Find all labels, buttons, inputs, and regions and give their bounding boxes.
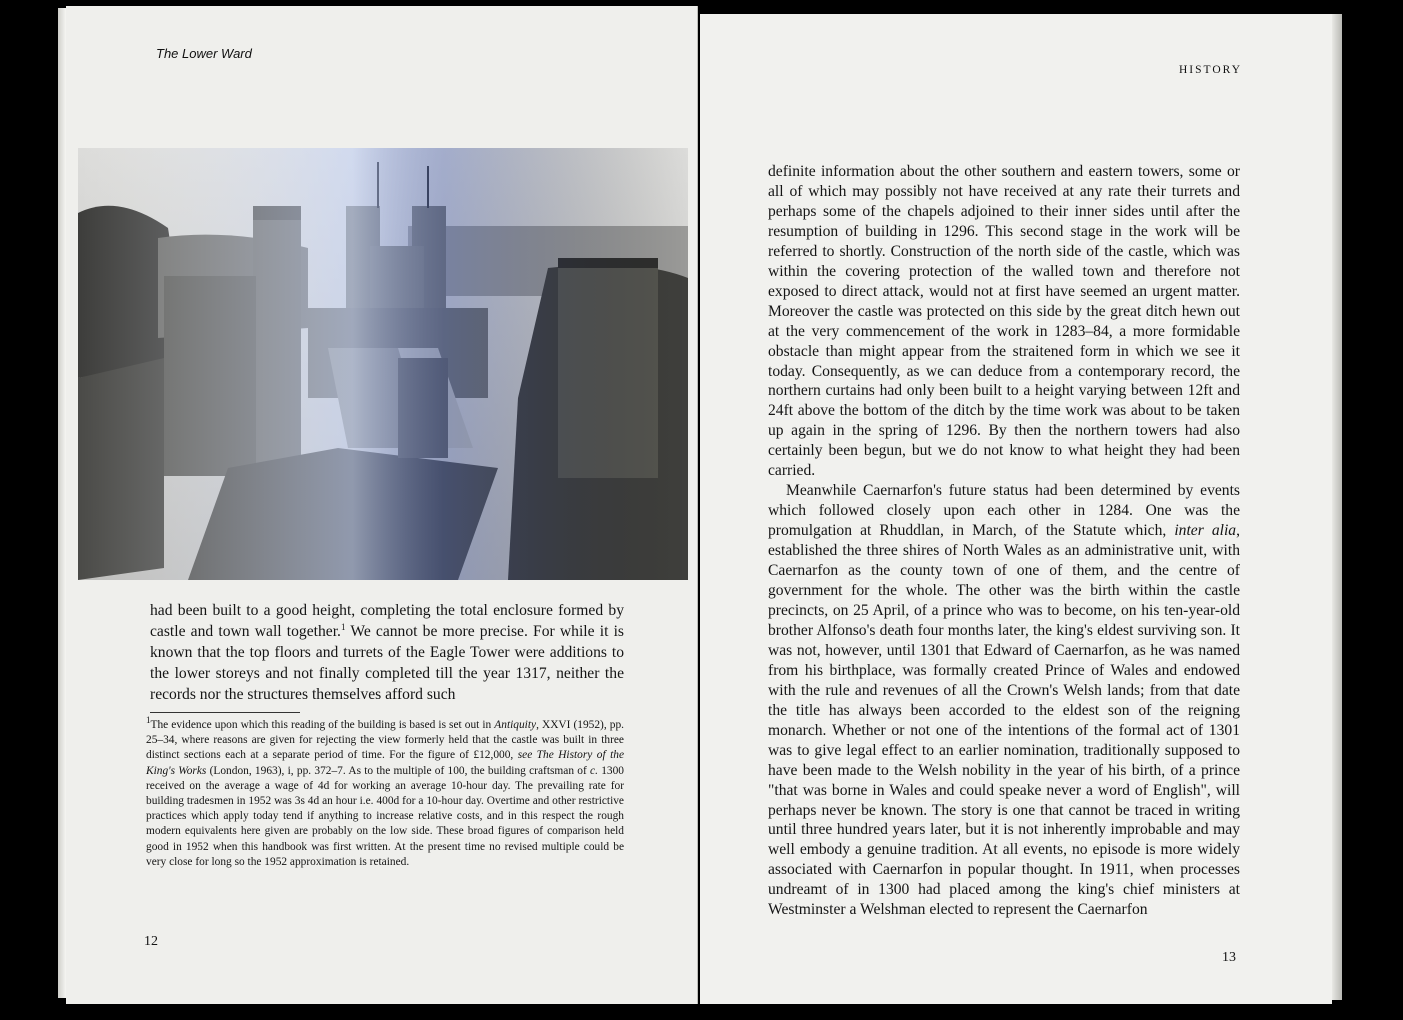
footnote-italic-1: Antiquity — [494, 719, 537, 731]
left-page — [66, 6, 698, 1004]
footnote-text-1: The evidence upon which this reading of the building is based is set out in — [150, 719, 495, 731]
right-paragraph-2-italic: inter alia — [1174, 522, 1237, 540]
right-page — [700, 14, 1332, 1004]
right-paragraph-2-end: , established the three shires of North Wales as an administrative unit, with Caernarfon as the county town of one of them, and the centre of government for the whole. The other was the birth within the castle precincts, on 25 April, of a prince who was to become, on his ten-year-old brother Alfonso's death four months later, the king's eldest surviving son. It was not, however, until 1301 that Edward of Caernarfon, as he was named from his birthplace, was formally created Prince of Wales and endowed with the rule and revenues of all the Crown's Welsh lands; from that date the title has always been accorded to the eldest son of the reigning monarch. Whether or not one of the intentions of the formal act of 1301 was to give legal effect to an earlier nomination, traditionally supposed to have been made to the Welsh nobility in the year of his birth, of a prince "that was borne in Wales and could speake never a word of English", will perhaps never be known. The story is one that cannot be traced in writing until three hundred years later, but it is not inherently improbable and may well embody a genuine tradition. At all events, no episode is more widely associated with Caernarfon in popular thought. In 1911, when processes undreamt of in 1300 had placed among the king's chief ministers at Westminster a Welshman elected to represent the Caernarfon — [768, 522, 1241, 919]
footnote-italic-3: c. — [590, 764, 598, 777]
castle-photo — [78, 148, 688, 580]
footnote — [146, 715, 625, 870]
right-paragraph-2 — [768, 481, 1240, 920]
footnote-text-3: (London, 1963), i, pp. 372–7. As to the multiple of 100, the building craftsman of — [206, 764, 591, 777]
page-number-left: 12 — [144, 934, 158, 949]
left-body-text — [150, 600, 624, 705]
footnote-text-4: 1300 received on the average a wage of 4d for working an average 10-hour day. The prevailing rate for building tradesmen in 1952 was 3s 4d an hour i.e. 400d for a 10-hour day. Overtime and other restrictive practices which apply today tend if anything to increase relative costs, and in this respect the rough modern equivalents here given are probably on the low side. These broad figures of comparison held good in 1952 when this handbook was first written. At the present time no revised multiple could be very close for long so the 1952 approximation is retained. — [146, 764, 624, 868]
left-body-before-note: had been built to a good height, completing the total enclosure formed by castle and town wall together. — [150, 602, 624, 640]
left-body-after-note: We cannot be more precise. For while it is known that the top floors and turrets of the Eagle Tower were additions to the lower storeys and not finally completed till the year 1317, neither the records nor the structures themselves afford such — [150, 623, 624, 703]
running-head-right: HISTORY — [1179, 64, 1242, 76]
right-body-text — [768, 162, 1240, 920]
right-page-edge — [1332, 14, 1342, 1000]
footnote-reference[interactable]: 1 — [340, 621, 346, 632]
footnote-marker: 1 — [146, 715, 151, 726]
page-number-right: 13 — [1222, 950, 1236, 965]
right-paragraph-2-start: Meanwhile Caernarfon's future status had been determined by events which followed closely upon each other in 1284. One was the promulgation at Rhuddlan, in March, of the Statute which, — [768, 482, 1240, 540]
footnote-rule — [150, 712, 300, 713]
footnote-italic-2: see The History of the King's Works — [146, 749, 625, 777]
left-page-edge — [58, 8, 66, 998]
right-paragraph-1: definite information about the other southern and eastern towers, some or all of which may possibly not have received at any rate their turrets and perhaps some of the chapels adjoined to their inner sides until after the resumption of building in 1296. This second stage in the work will be referred to shortly. Construction of the north side of the castle, which was within the covering protection of the walled town and therefore not exposed to direct attack, would not at first have seemed an urgent matter. Moreover the castle was protected on this side by the great ditch hewn out at the very commencement of the work in 1283–84, a more formidable obstacle than might appear from the straitened form in which we see it today. Consequently, as we can deduce from a contemporary record, the northern curtains had only been built to a height varying between 12ft and 24ft above the bottom of the ditch by the time work was about to be taken up again in the spring of 1296. By then the northern towers had also certainly been begun, but we do not know to what height they had been carried. — [768, 163, 1240, 480]
running-head-left: The Lower Ward — [156, 46, 252, 61]
footnote-text-2: , XXVI (1952), pp. 25–34, where reasons are given for rejecting the view formerly held that the castle was built in three distinct sections each at a separate period of time. For the figure of £12,000, — [146, 719, 624, 762]
